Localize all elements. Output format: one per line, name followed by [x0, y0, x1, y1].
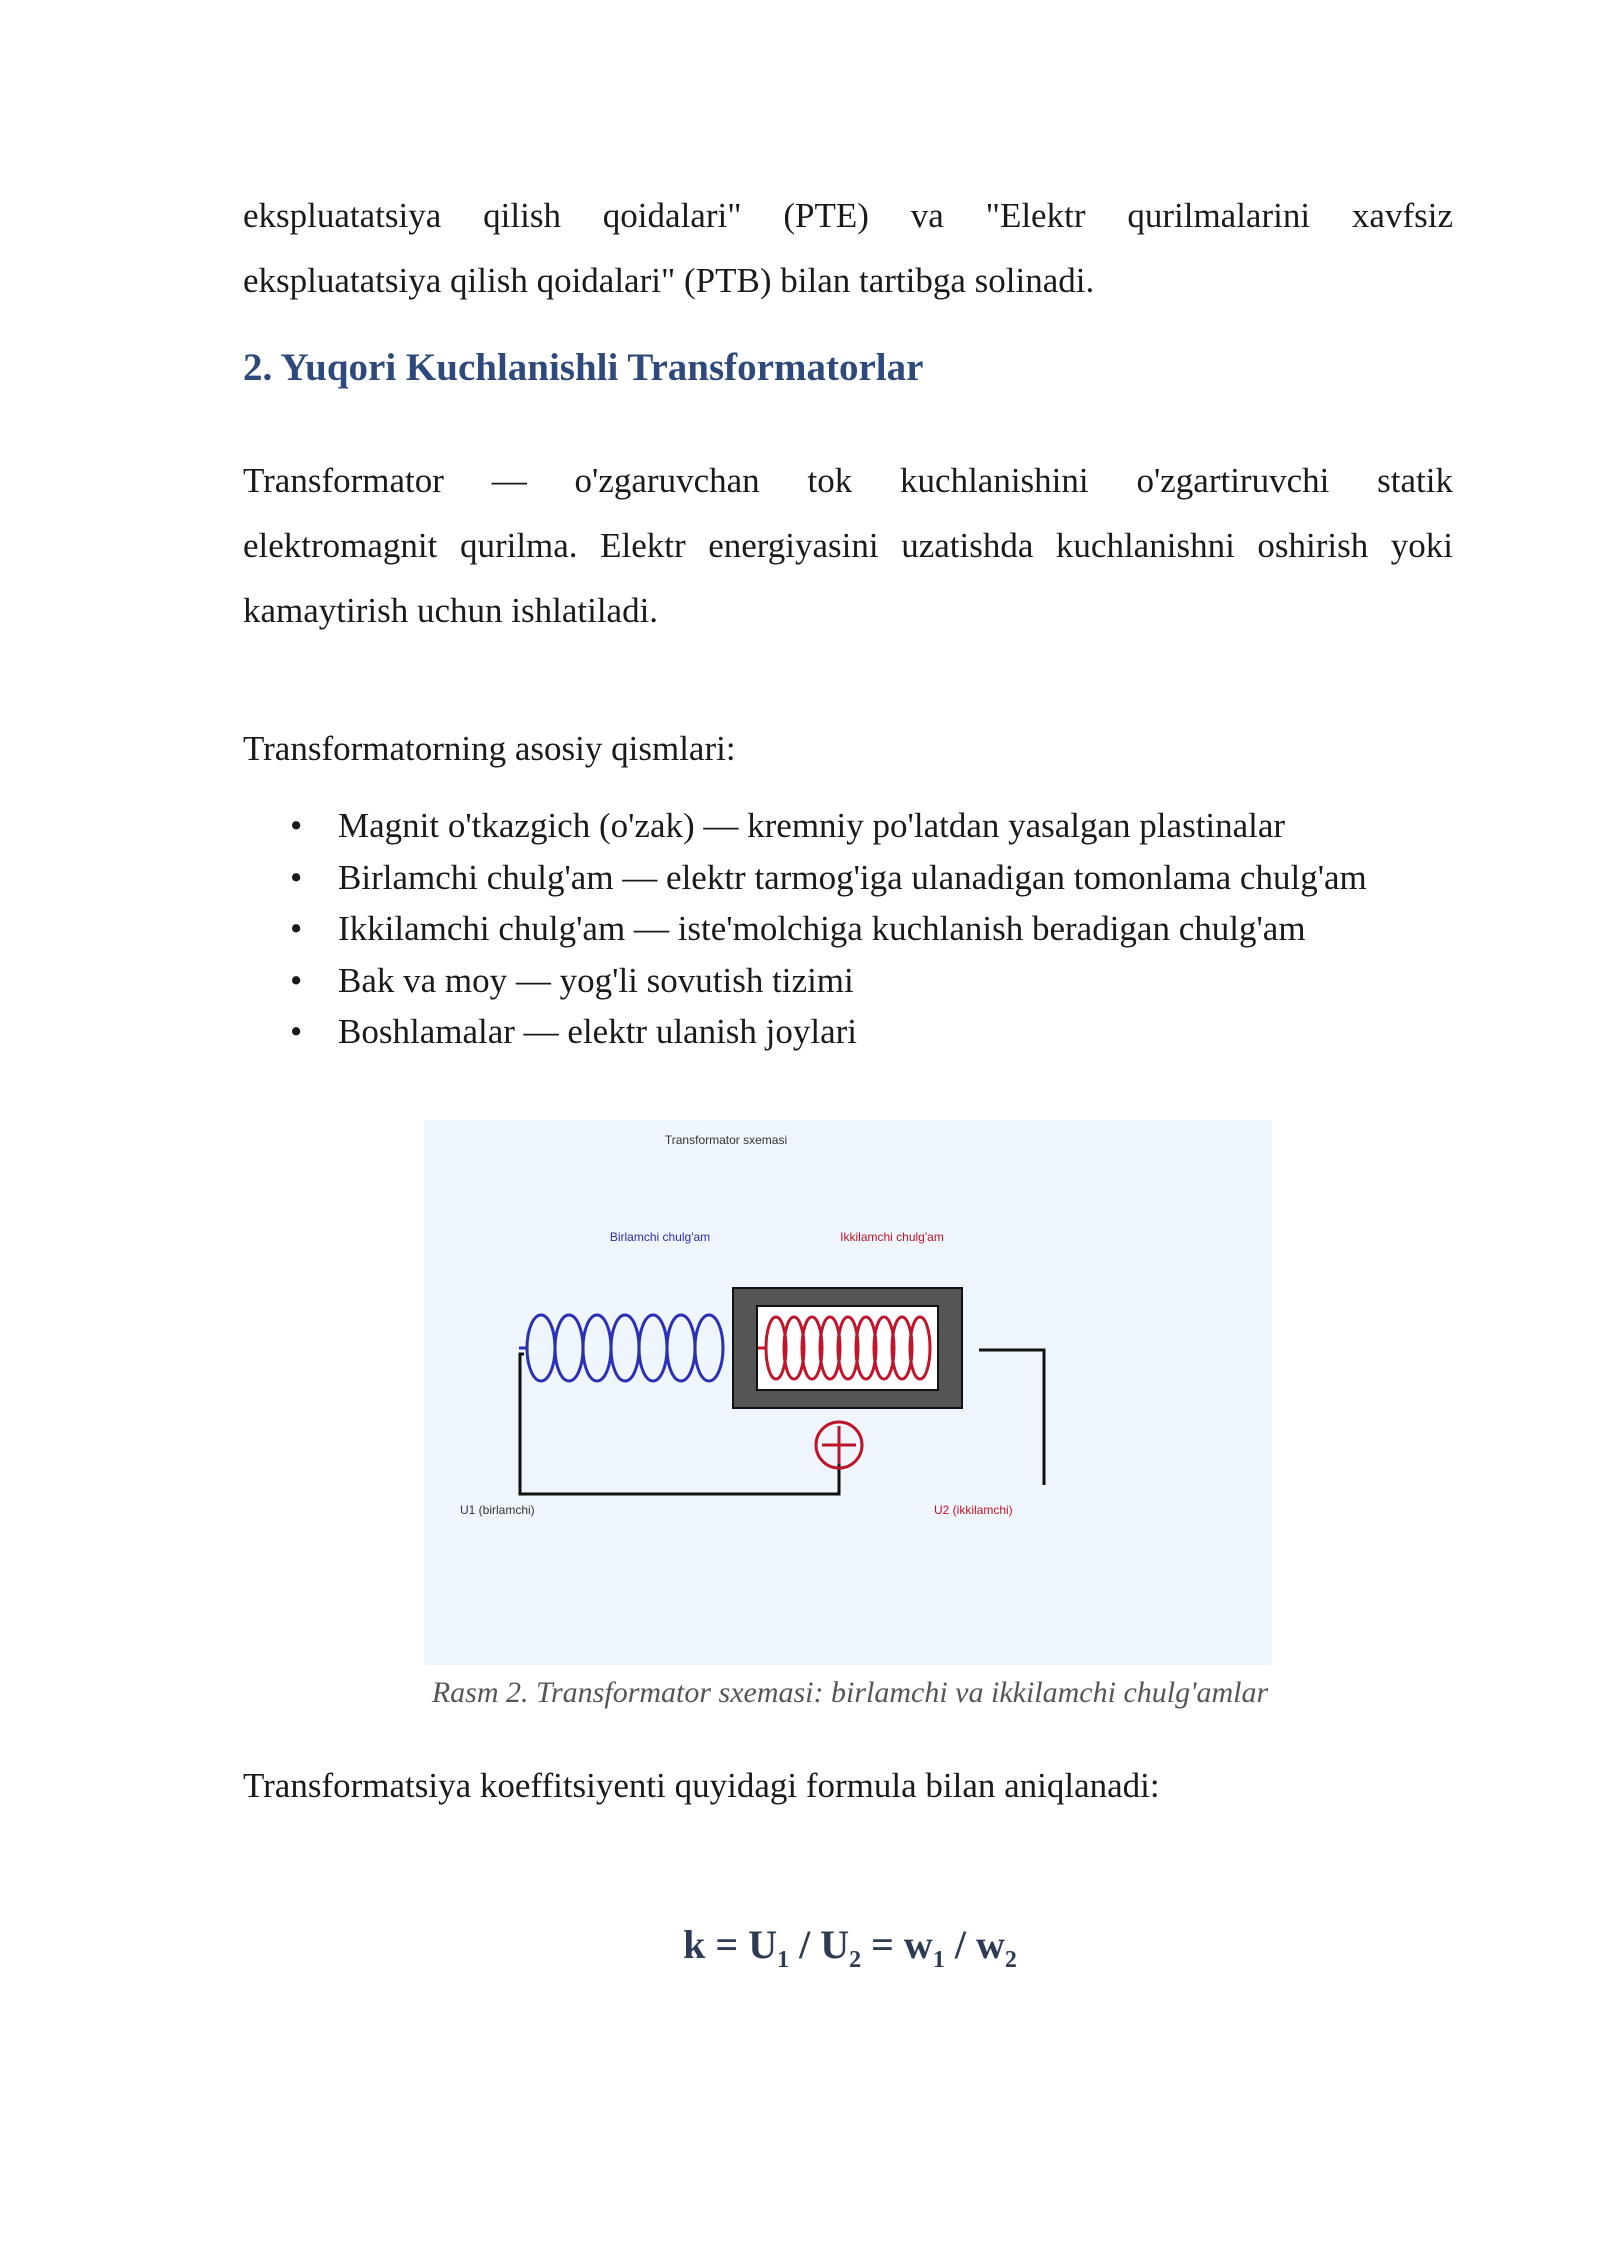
list-item-text: Ikkilamchi chulg'am — iste'molchiga kuchlanish beradigan chulg'am	[338, 909, 1306, 948]
formula-slash: /	[799, 1922, 811, 1967]
definition-line-1: Transformator — o'zgaruvchan tok kuchlanishini o'zgartiruvchi statik	[243, 461, 1453, 500]
figure-caption: Rasm 2. Transformator sxemasi: birlamchi va ikkilamchi chulg'amlar	[431, 1676, 1269, 1709]
transformation-formula	[0, 1915, 1600, 1990]
list-item-text: Birlamchi chulg'am — elektr tarmog'iga ulanadigan tomonlama chulg'am	[338, 857, 1367, 897]
parts-list	[243, 800, 1543, 1058]
list-item	[243, 903, 1543, 955]
transformer-figure	[424, 1120, 1272, 1665]
section-heading: 2. Yuqori Kuchlanishli Transformatorlar	[243, 346, 924, 389]
list-item	[243, 800, 1543, 852]
formula-equals: =	[871, 1922, 894, 1967]
parts-intro	[243, 716, 1453, 781]
bullet-icon: •	[290, 806, 303, 845]
formula-intro-text: Transformatsiya koeffitsiyenti quyidagi formula bilan aniqlanadi:	[243, 1766, 1160, 1805]
formula-w2: $w_2$	[975, 1922, 1017, 1973]
formula-k: k	[683, 1922, 706, 1967]
figure-title: Transformator sxemasi	[664, 1133, 788, 1147]
parts-intro-text: Transformatorning asosiy qismlari:	[243, 729, 736, 768]
list-item	[243, 852, 1543, 904]
formula-u2: $U_2$	[820, 1922, 862, 1973]
formula-u1: $U_1$	[748, 1922, 790, 1973]
intro-line-1: ekspluatatsiya qilish qoidalari" (PTE) va "Elektr qurilmalarini xavfsiz	[243, 196, 1453, 235]
formula-intro	[243, 1753, 1453, 1818]
primary-coil-label: Birlamchi chulg'am	[609, 1230, 711, 1244]
core-top-bar	[733, 1288, 962, 1306]
list-item-text: Boshlamalar — elektr ulanish joylari	[338, 1012, 858, 1051]
bullet-icon: •	[290, 1012, 303, 1051]
list-item	[243, 955, 1543, 1007]
formula-w1: $w_1$	[903, 1922, 945, 1973]
formula-equals: =	[715, 1922, 739, 1967]
core-bottom-bar	[733, 1390, 962, 1408]
core-left-limb	[733, 1288, 757, 1408]
bullet-icon: •	[290, 857, 303, 897]
u1-label: U1 (birlamchi)	[460, 1503, 535, 1517]
bullet-icon: •	[290, 909, 303, 948]
intro-paragraph	[243, 183, 1453, 313]
secondary-coil-label: Ikkilamchi chulg'am	[840, 1230, 944, 1244]
u2-label: U2 (ikkilamchi)	[934, 1503, 1013, 1517]
intro-line-2: ekspluatatsiya qilish qoidalari" (PTB) bilan tartibga solinadi.	[243, 261, 1095, 300]
list-item	[243, 1006, 1543, 1058]
transformer-diagram	[424, 1120, 1272, 1665]
definition-line-3: kamaytirish uchun ishlatiladi.	[243, 591, 659, 630]
definition-paragraph	[243, 448, 1453, 643]
definition-line-2: elektromagnit qurilma. Elektr energiyasini uzatishda kuchlanishni oshirish yoki	[243, 526, 1453, 565]
ac-source-icon	[816, 1422, 862, 1468]
core-right-limb	[938, 1288, 962, 1408]
formula-slash: /	[954, 1922, 966, 1967]
bullet-icon: •	[290, 960, 303, 1000]
list-item-text: Bak va moy — yog'li sovutish tizimi	[338, 960, 854, 1000]
list-item-text: Magnit o'tkazgich (o'zak) — kremniy po'latdan yasalgan plastinalar	[338, 806, 1286, 845]
